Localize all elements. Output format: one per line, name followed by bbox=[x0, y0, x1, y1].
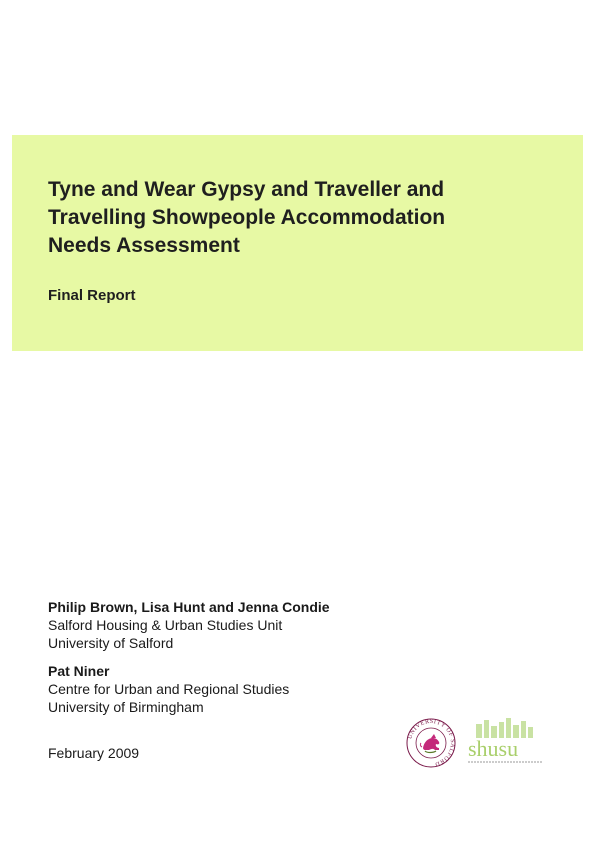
author-institution-1: University of Salford bbox=[48, 635, 174, 651]
author-unit-2: Centre for Urban and Regional Studies bbox=[48, 681, 290, 697]
authors-block bbox=[48, 598, 330, 716]
title-line-2: Travelling Showpeople Accommodation bbox=[48, 206, 446, 229]
report-title bbox=[48, 176, 568, 260]
report-date: February 2009 bbox=[48, 745, 140, 761]
author-names-1: Philip Brown, Lisa Hunt and Jenna Condie bbox=[48, 599, 330, 615]
shusu-logo bbox=[466, 716, 544, 766]
salford-university-logo bbox=[405, 717, 457, 769]
author-institution-2: University of Birmingham bbox=[48, 699, 204, 715]
svg-text:UNIVERSITY OF SALFORD: UNIVERSITY OF SALFORD bbox=[407, 718, 456, 767]
author-unit-1: Salford Housing & Urban Studies Unit bbox=[48, 617, 283, 633]
report-subtitle: Final Report bbox=[48, 287, 136, 304]
title-line-1: Tyne and Wear Gypsy and Traveller and bbox=[48, 178, 445, 201]
author-names-2: Pat Niner bbox=[48, 663, 110, 679]
shusu-wordmark: shusu bbox=[468, 736, 519, 761]
title-line-3: Needs Assessment bbox=[48, 234, 240, 257]
